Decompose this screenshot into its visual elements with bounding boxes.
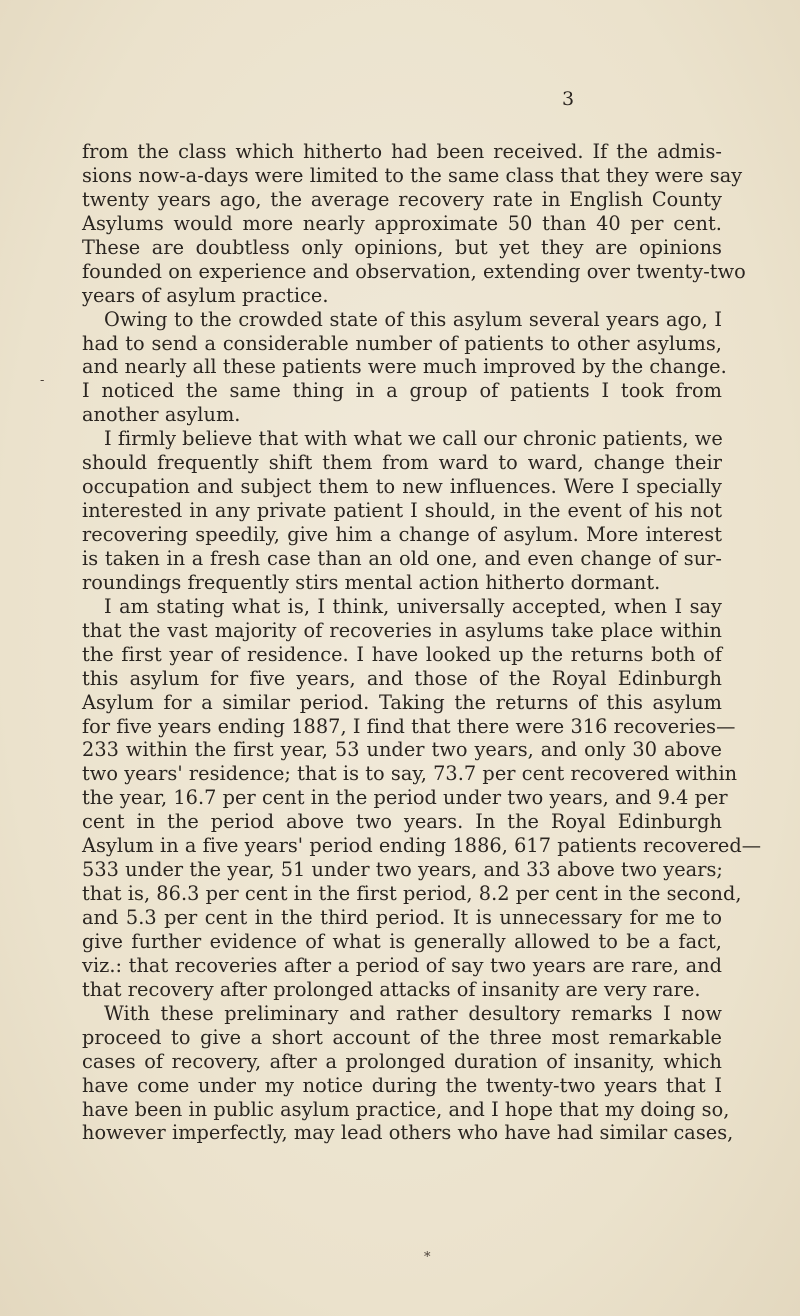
text-line: that the vast majority of recoveries in asylums take place within bbox=[82, 618, 722, 642]
text-line: I am stating what is, I think, universally accepted, when I say bbox=[104, 594, 722, 618]
text-line: twenty years ago, the average recovery rate in English County bbox=[82, 187, 722, 211]
text-line: I noticed the same thing in a group of patients I took from bbox=[82, 379, 722, 403]
text-line: that is, 86.3 per cent in the first period, 8.2 per cent in the second, bbox=[82, 882, 742, 906]
text-line: two years' residence; that is to say, 73.7 per cent recovered within bbox=[82, 762, 738, 786]
text-line: and 5.3 per cent in the third period. It is unnecessary for me to bbox=[82, 906, 722, 929]
text-line: that recovery after prolonged attacks of insanity are very rare. bbox=[82, 977, 701, 1001]
text-line: should frequently shift them from ward to ward, change their bbox=[82, 451, 722, 475]
text-line: this asylum for five years, and those of the Royal Edinburgh bbox=[82, 666, 722, 690]
text-line: roundings frequently stirs mental action hitherto dormant. bbox=[82, 570, 661, 594]
text-line: another asylum. bbox=[82, 403, 241, 427]
page-number: 3 bbox=[562, 88, 575, 110]
text-line: I firmly believe that with what we call our chronic patients, we bbox=[104, 427, 723, 451]
text-line: had to send a considerable number of patients to other asylums, bbox=[82, 331, 722, 355]
text-line: 233 within the first year, 53 under two years, and only 30 above bbox=[82, 738, 722, 762]
text-line: interested in any private patient I should, in the event of his not bbox=[82, 499, 722, 523]
text-line: These are doubtless only opinions, but yet they are opinions bbox=[82, 235, 722, 259]
text-line: cases of recovery, after a prolonged duration of insanity, which bbox=[82, 1049, 722, 1073]
margin-mark: - bbox=[40, 373, 45, 388]
text-line: Asylum in a five years' period ending 1886, 617 patients recovered— bbox=[82, 834, 762, 858]
text-line: and nearly all these patients were much improved by the change. bbox=[82, 355, 727, 379]
text-line: Owing to the crowded state of this asylum several years ago, I bbox=[104, 307, 722, 331]
text-line: founded on experience and observation, extending over twenty-two bbox=[82, 259, 746, 283]
body-text bbox=[82, 140, 762, 1145]
text-line: the year, 16.7 per cent in the period under two years, and 9.4 per bbox=[82, 786, 728, 810]
text-line: the first year of residence. I have looked up the returns both of bbox=[82, 642, 722, 666]
text-line: give further evidence of what is generally allowed to be a fact, bbox=[82, 929, 722, 953]
text-line: Asylum for a similar period. Taking the returns of this asylum bbox=[82, 690, 722, 714]
text-line: viz.: that recoveries after a period of say two years are rare, and bbox=[82, 953, 722, 977]
text-line: proceed to give a short account of the three most remarkable bbox=[82, 1025, 722, 1049]
text-line: have been in public asylum practice, and I hope that my doing so, bbox=[82, 1097, 730, 1121]
text-line: Asylums would more nearly approximate 50 than 40 per cent. bbox=[82, 211, 722, 235]
footer-mark: * bbox=[424, 1250, 431, 1265]
text-line: 533 under the year, 51 under two years, and 33 above two years; bbox=[82, 858, 723, 882]
text-line: sions now-a-days were limited to the same class that they were say bbox=[82, 163, 743, 187]
text-line: however imperfectly, may lead others who have had similar cases, bbox=[82, 1121, 734, 1145]
text-line: from the class which hitherto had been received. If the admis- bbox=[82, 140, 722, 163]
text-line: cent in the period above two years. In the Royal Edinburgh bbox=[82, 810, 722, 834]
text-line: years of asylum practice. bbox=[82, 283, 329, 307]
text-line: have come under my notice during the twenty-two years that I bbox=[82, 1073, 722, 1097]
text-line: recovering speedily, give him a change of asylum. More interest bbox=[82, 523, 722, 546]
text-line: occupation and subject them to new influences. Were I specially bbox=[82, 475, 722, 499]
text-line: With these preliminary and rather desultory remarks I now bbox=[104, 1001, 722, 1025]
text-line: for five years ending 1887, I find that there were 316 recoveries— bbox=[82, 714, 736, 738]
text-line: is taken in a fresh case than an old one, and even change of sur- bbox=[82, 546, 722, 570]
